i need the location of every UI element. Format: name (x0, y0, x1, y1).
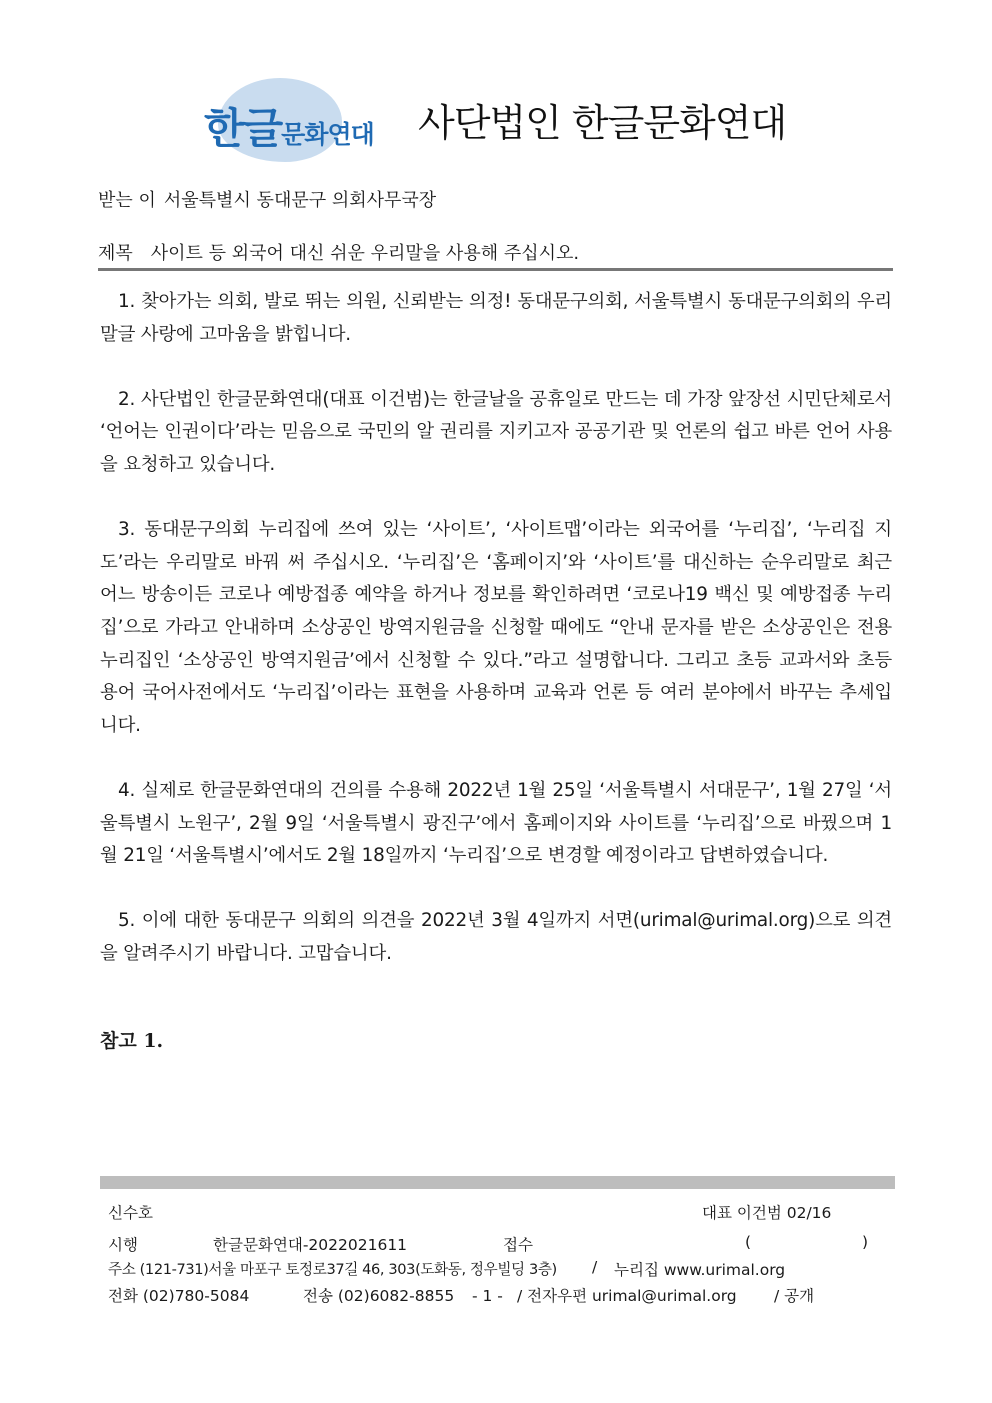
footer-phone: 전화 (02)780-5084 (108, 1287, 250, 1305)
footer-separator: / (592, 1258, 598, 1276)
footer-email: / 전자우편 urimal@urimal.org (517, 1287, 737, 1305)
footer-sender: 신수호 (108, 1204, 153, 1222)
footer-receipt-label: 접수 (503, 1236, 533, 1254)
recipient-line (98, 186, 436, 212)
recipient-value: 서울특별시 동대문구 의회사무국장 (163, 190, 437, 211)
subject-line (98, 239, 579, 265)
footer-signature: 대표 이건범 02/16 (702, 1204, 832, 1222)
reference-heading: 참고 1. (100, 1030, 164, 1052)
organization-title: 사단법인 한글문화연대 (418, 101, 787, 145)
recipient-label: 받는 이 (98, 190, 156, 211)
footer-disclosure: / 공개 (774, 1287, 815, 1305)
header-divider (98, 268, 893, 271)
footer-page-number: - 1 - (472, 1287, 503, 1305)
footer-receipt-paren-close: ) (862, 1233, 869, 1251)
footer-doc-label: 시행 (108, 1236, 138, 1254)
letter-body (100, 286, 892, 1003)
organization-logo (196, 78, 396, 162)
subject-value: 사이트 등 외국어 대신 쉬운 우리말을 사용해 주십시오. (150, 243, 580, 264)
footer-divider-bar (100, 1176, 895, 1189)
paragraph-4: 4. 실제로 한글문화연대의 건의를 수용해 2022년 1월 25일 ‘서울특별시 서대문구’, 1월 27일 ‘서울특별시 노원구’, 2월 9일 ‘서울특별시 광진구’에서 홈페이지와 사이트를 ‘누리집’으로 바꿨으며 1월 21일 ‘서울특별시’에서도 2월 18일까지 ‘누리집’으로 변경할 예정이라고 답변하였습니다. (100, 779, 892, 867)
paragraph-1: 1. 찾아가는 의회, 발로 뛰는 의원, 신뢰받는 의정! 동대문구의회, 서울특별시 동대문구의회의 우리말글 사랑에 고마움을 밝힙니다. (100, 291, 892, 345)
subject-label: 제목 (98, 243, 133, 264)
paragraph-3: 3. 동대문구의회 누리집에 쓰여 있는 ‘사이트’, ‘사이트맵’이라는 외국어를 ‘누리집’, ‘누리집 지도’라는 우리말로 바꿔 써 주십시오. ‘누리집’은 ‘홈페이지’와 ‘사이트’를 대신하는 순우리말로 최근 어느 방송이든 코로나 예방접종 예약을 하거나 정보를 확인하려면 ‘코로나19 백신 및 예방접종 누리집’으로 가라고 안내하며 소상공인 방역지원금을 신청할 때에도 “안내 문자를 받은 소상공인은 전용 누리집인 ‘소상공인 방역지원금’에서 신청할 수 있다.”라고 설명합니다. 그리고 초등 교과서와 초등 용어 국어사전에서도 ‘누리집’이라는 표현을 사용하며 교육과 언론 등 여러 분야에서 바꾸는 추세입니다. (100, 519, 892, 736)
footer-website: 누리집 www.urimal.org (614, 1261, 786, 1279)
paragraph-2: 2. 사단법인 한글문화연대(대표 이건범)는 한글날을 공휴일로 만드는 데 가장 앞장선 시민단체로서 ‘언어는 인권이다’라는 믿음으로 국민의 알 권리를 지키고자 공공기관 및 언론의 쉽고 바른 언어 사용을 요청하고 있습니다. (100, 388, 892, 475)
logo-wordmark (204, 96, 374, 156)
footer-address: 주소 (121-731)서울 마포구 토정로37길 46, 303(도화동, 정우빌딩 3층) (108, 1261, 557, 1278)
footer-doc-number: 한글문화연대-2022021611 (213, 1236, 408, 1254)
footer-fax: 전송 (02)6082-8855 (303, 1287, 455, 1305)
paragraph-5: 5. 이에 대한 동대문구 의회의 의견을 2022년 3월 4일까지 서면(urimal@urimal.org)으로 의견을 알려주시기 바랍니다. 고맙습니다. (100, 910, 892, 964)
footer-receipt-paren-open: ( (745, 1233, 752, 1251)
logo-text-big: 한글 (204, 104, 282, 153)
logo-text-small: 문화연대 (281, 120, 374, 149)
